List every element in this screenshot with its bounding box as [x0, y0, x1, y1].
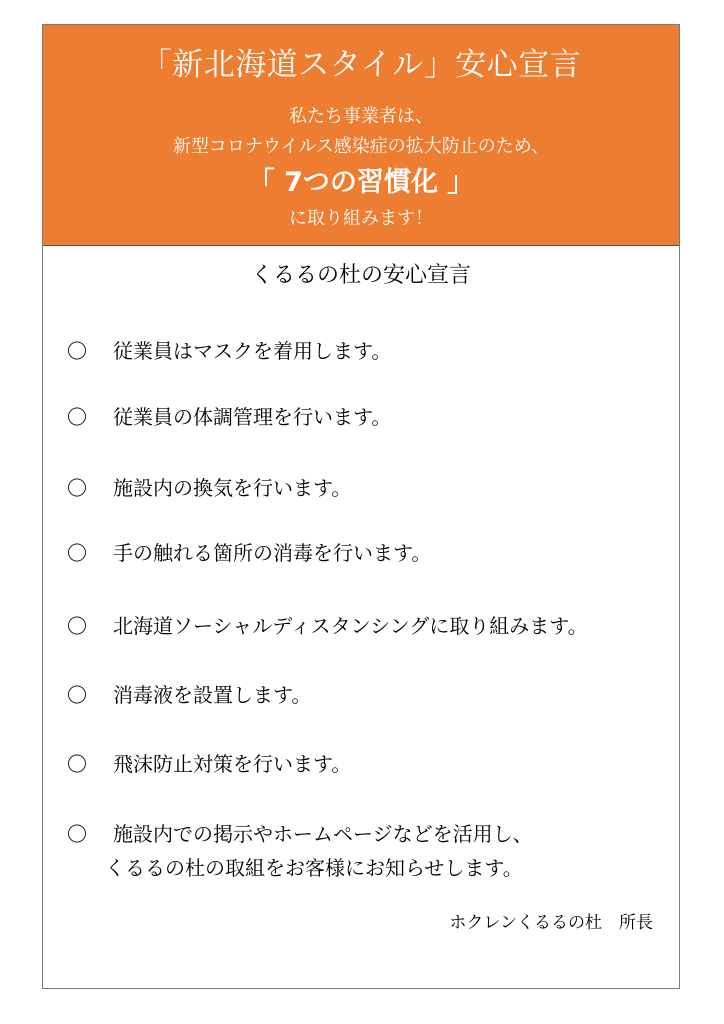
circle-bullet-icon: 〇	[67, 339, 87, 363]
list-item	[67, 334, 667, 368]
banner-line-2: 新型コロナウイルス感染症の拡大防止のため、	[172, 136, 550, 157]
list-item	[67, 400, 667, 434]
list-item-text: 手の触れる箇所の消毒を行います。	[113, 541, 432, 565]
circle-bullet-icon: 〇	[67, 541, 87, 565]
list-item-text: 施設内の換気を行います。	[113, 476, 352, 500]
list-item	[67, 678, 667, 712]
list-item	[67, 817, 667, 885]
list-item-text: 飛沫防止対策を行います。	[113, 752, 352, 776]
list-item-text-continuation: くるるの杜の取組をお客様にお知らせします。	[105, 856, 523, 880]
banner-line-4: に取り組みます！	[289, 208, 433, 229]
list-item	[67, 747, 667, 781]
list-item-text: 北海道ソーシャルディスタンシングに取り組みます。	[113, 614, 588, 638]
circle-bullet-icon: 〇	[67, 405, 87, 429]
header-banner	[43, 25, 679, 246]
list-item	[67, 536, 667, 570]
circle-bullet-icon: 〇	[67, 752, 87, 776]
banner-line-1: 私たち事業者は、	[289, 106, 433, 127]
circle-bullet-icon: 〇	[67, 476, 87, 500]
circle-bullet-icon: 〇	[67, 683, 87, 707]
signature: ホクレンくるるの杜 所長	[449, 913, 653, 933]
declaration-subtitle: くるるの杜の安心宣言	[250, 263, 471, 288]
circle-bullet-icon: 〇	[67, 822, 87, 846]
list-item-text: 施設内での掲示やホームページなどを活用し、	[113, 822, 533, 846]
banner-habit-heading: 「 7つの習慣化 」	[247, 167, 475, 198]
list-item-text: 従業員はマスクを着用します。	[113, 339, 392, 363]
list-item-text: 消毒液を設置します。	[113, 683, 312, 707]
list-item-text: 従業員の体調管理を行います。	[113, 405, 392, 429]
declaration-frame	[42, 24, 680, 989]
circle-bullet-icon: 〇	[67, 614, 87, 638]
list-item	[67, 471, 667, 505]
list-item	[67, 609, 667, 643]
banner-title: 「新北海道スタイル」安心宣言	[140, 47, 582, 83]
